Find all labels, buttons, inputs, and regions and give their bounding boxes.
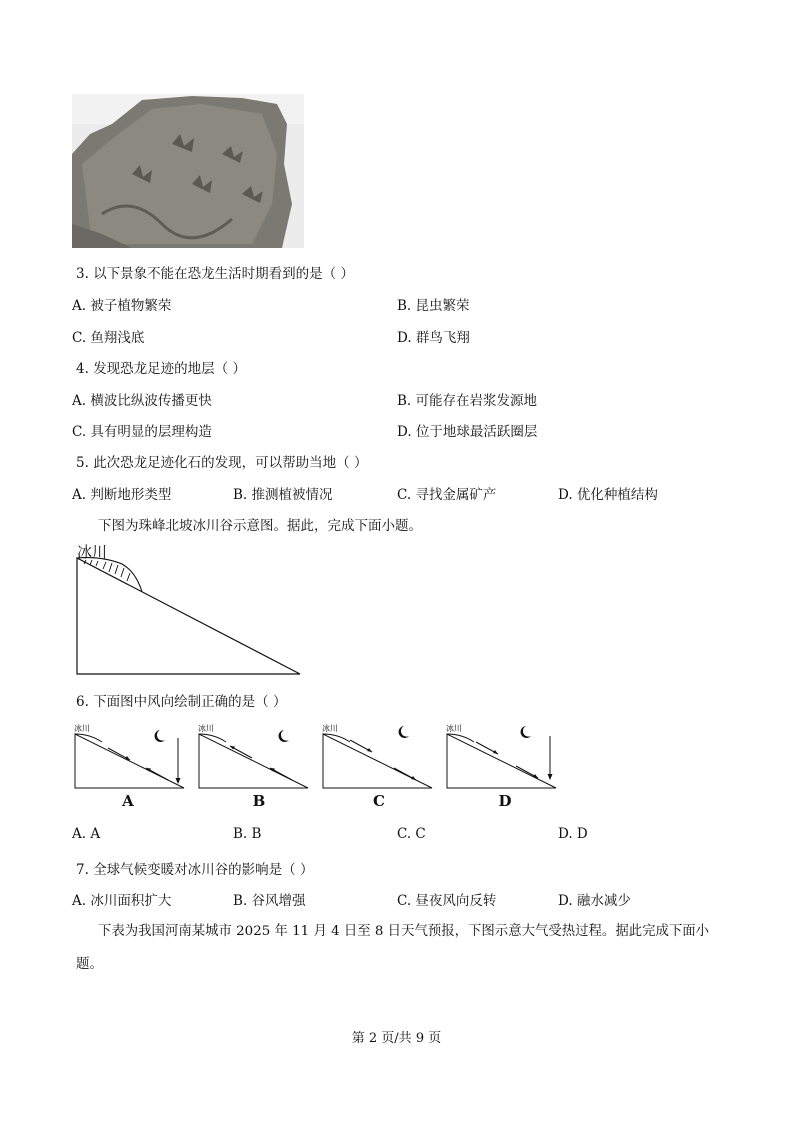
subfigure-d xyxy=(444,720,564,792)
subfigure-a xyxy=(72,720,192,792)
option-6b: B. B xyxy=(233,826,262,842)
option-5a: A. 判断地形类型 xyxy=(72,487,172,503)
option-3d: D. 群鸟飞翔 xyxy=(397,330,470,346)
question-text: 此次恐龙足迹化石的发现，可以帮助当地（ ） xyxy=(93,455,368,471)
question-number: 6. xyxy=(76,694,89,710)
weather-intro-line-1: 下表为我国河南某城市 2025 年 11 月 4 日至 8 日天气预报，下图示意大气受热过程。据此完成下面小 xyxy=(98,924,710,939)
question-6 xyxy=(76,690,286,710)
subfigure-glacier-label: 冰川 xyxy=(198,724,214,733)
question-7 xyxy=(76,858,313,878)
option-5c: C. 寻找金属矿产 xyxy=(397,487,497,503)
question-number: 5. xyxy=(76,455,89,471)
option-7a: A. 冰川面积扩大 xyxy=(72,893,172,909)
question-5 xyxy=(76,451,367,471)
weather-intro-line-2: 题。 xyxy=(76,956,103,972)
option-4b: B. 可能存在岩浆发源地 xyxy=(397,393,538,409)
glacier-label: 冰川 xyxy=(77,543,108,561)
question-4 xyxy=(76,357,246,377)
subfigure-label-a: A xyxy=(122,792,134,810)
moon-icon xyxy=(521,726,531,738)
moon-icon xyxy=(155,730,165,742)
option-4a: A. 横波比纵波传播更快 xyxy=(72,393,212,409)
subfigure-label-c: C xyxy=(373,792,385,810)
question-number: 4. xyxy=(76,361,89,377)
option-5b: B. 推测植被情况 xyxy=(233,487,333,503)
option-4c: C. 具有明显的层理构造 xyxy=(72,424,212,440)
subfigure-label-d: D xyxy=(498,792,512,810)
option-3a: A. 被子植物繁荣 xyxy=(72,298,172,314)
option-7b: B. 谷风增强 xyxy=(233,893,306,909)
question-text: 以下景象不能在恐龙生活时期看到的是（ ） xyxy=(93,266,354,282)
subfigure-glacier-label: 冰川 xyxy=(322,724,338,733)
option-7c: C. 昼夜风向反转 xyxy=(397,893,497,909)
question-number: 7. xyxy=(76,862,89,878)
question-text: 发现恐龙足迹的地层（ ） xyxy=(93,361,246,377)
dinosaur-footprint-fossil-photo xyxy=(72,94,304,248)
moon-icon xyxy=(399,726,409,738)
option-3b: B. 昆虫繁荣 xyxy=(397,298,470,314)
option-6c: C. C xyxy=(397,826,426,842)
question-text: 全球气候变暖对冰川谷的影响是（ ） xyxy=(93,862,314,878)
question-number: 3. xyxy=(76,266,89,282)
subfigure-b xyxy=(196,720,316,792)
option-7d: D. 融水减少 xyxy=(558,893,631,909)
subfigure-label-b: B xyxy=(252,792,266,810)
option-4d: D. 位于地球最活跃圈层 xyxy=(397,424,538,440)
subfigure-c xyxy=(320,720,440,792)
glacier-intro-text: 下图为珠峰北坡冰川谷示意图。据此，完成下面小题。 xyxy=(98,518,422,534)
option-5d: D. 优化种植结构 xyxy=(558,487,658,503)
glacier-valley-diagram xyxy=(72,552,308,680)
subfigure-glacier-label: 冰川 xyxy=(74,724,90,733)
option-6a: A. A xyxy=(72,826,101,842)
option-6d: D. D xyxy=(558,826,588,842)
moon-icon xyxy=(279,730,289,742)
subfigure-glacier-label: 冰川 xyxy=(446,724,462,733)
question-3 xyxy=(76,262,354,282)
question-text: 下面图中风向绘制正确的是（ ） xyxy=(93,694,287,710)
option-3c: C. 鱼翔浅底 xyxy=(72,330,145,346)
page-footer: 第 2 页/共 9 页 xyxy=(351,1031,442,1046)
